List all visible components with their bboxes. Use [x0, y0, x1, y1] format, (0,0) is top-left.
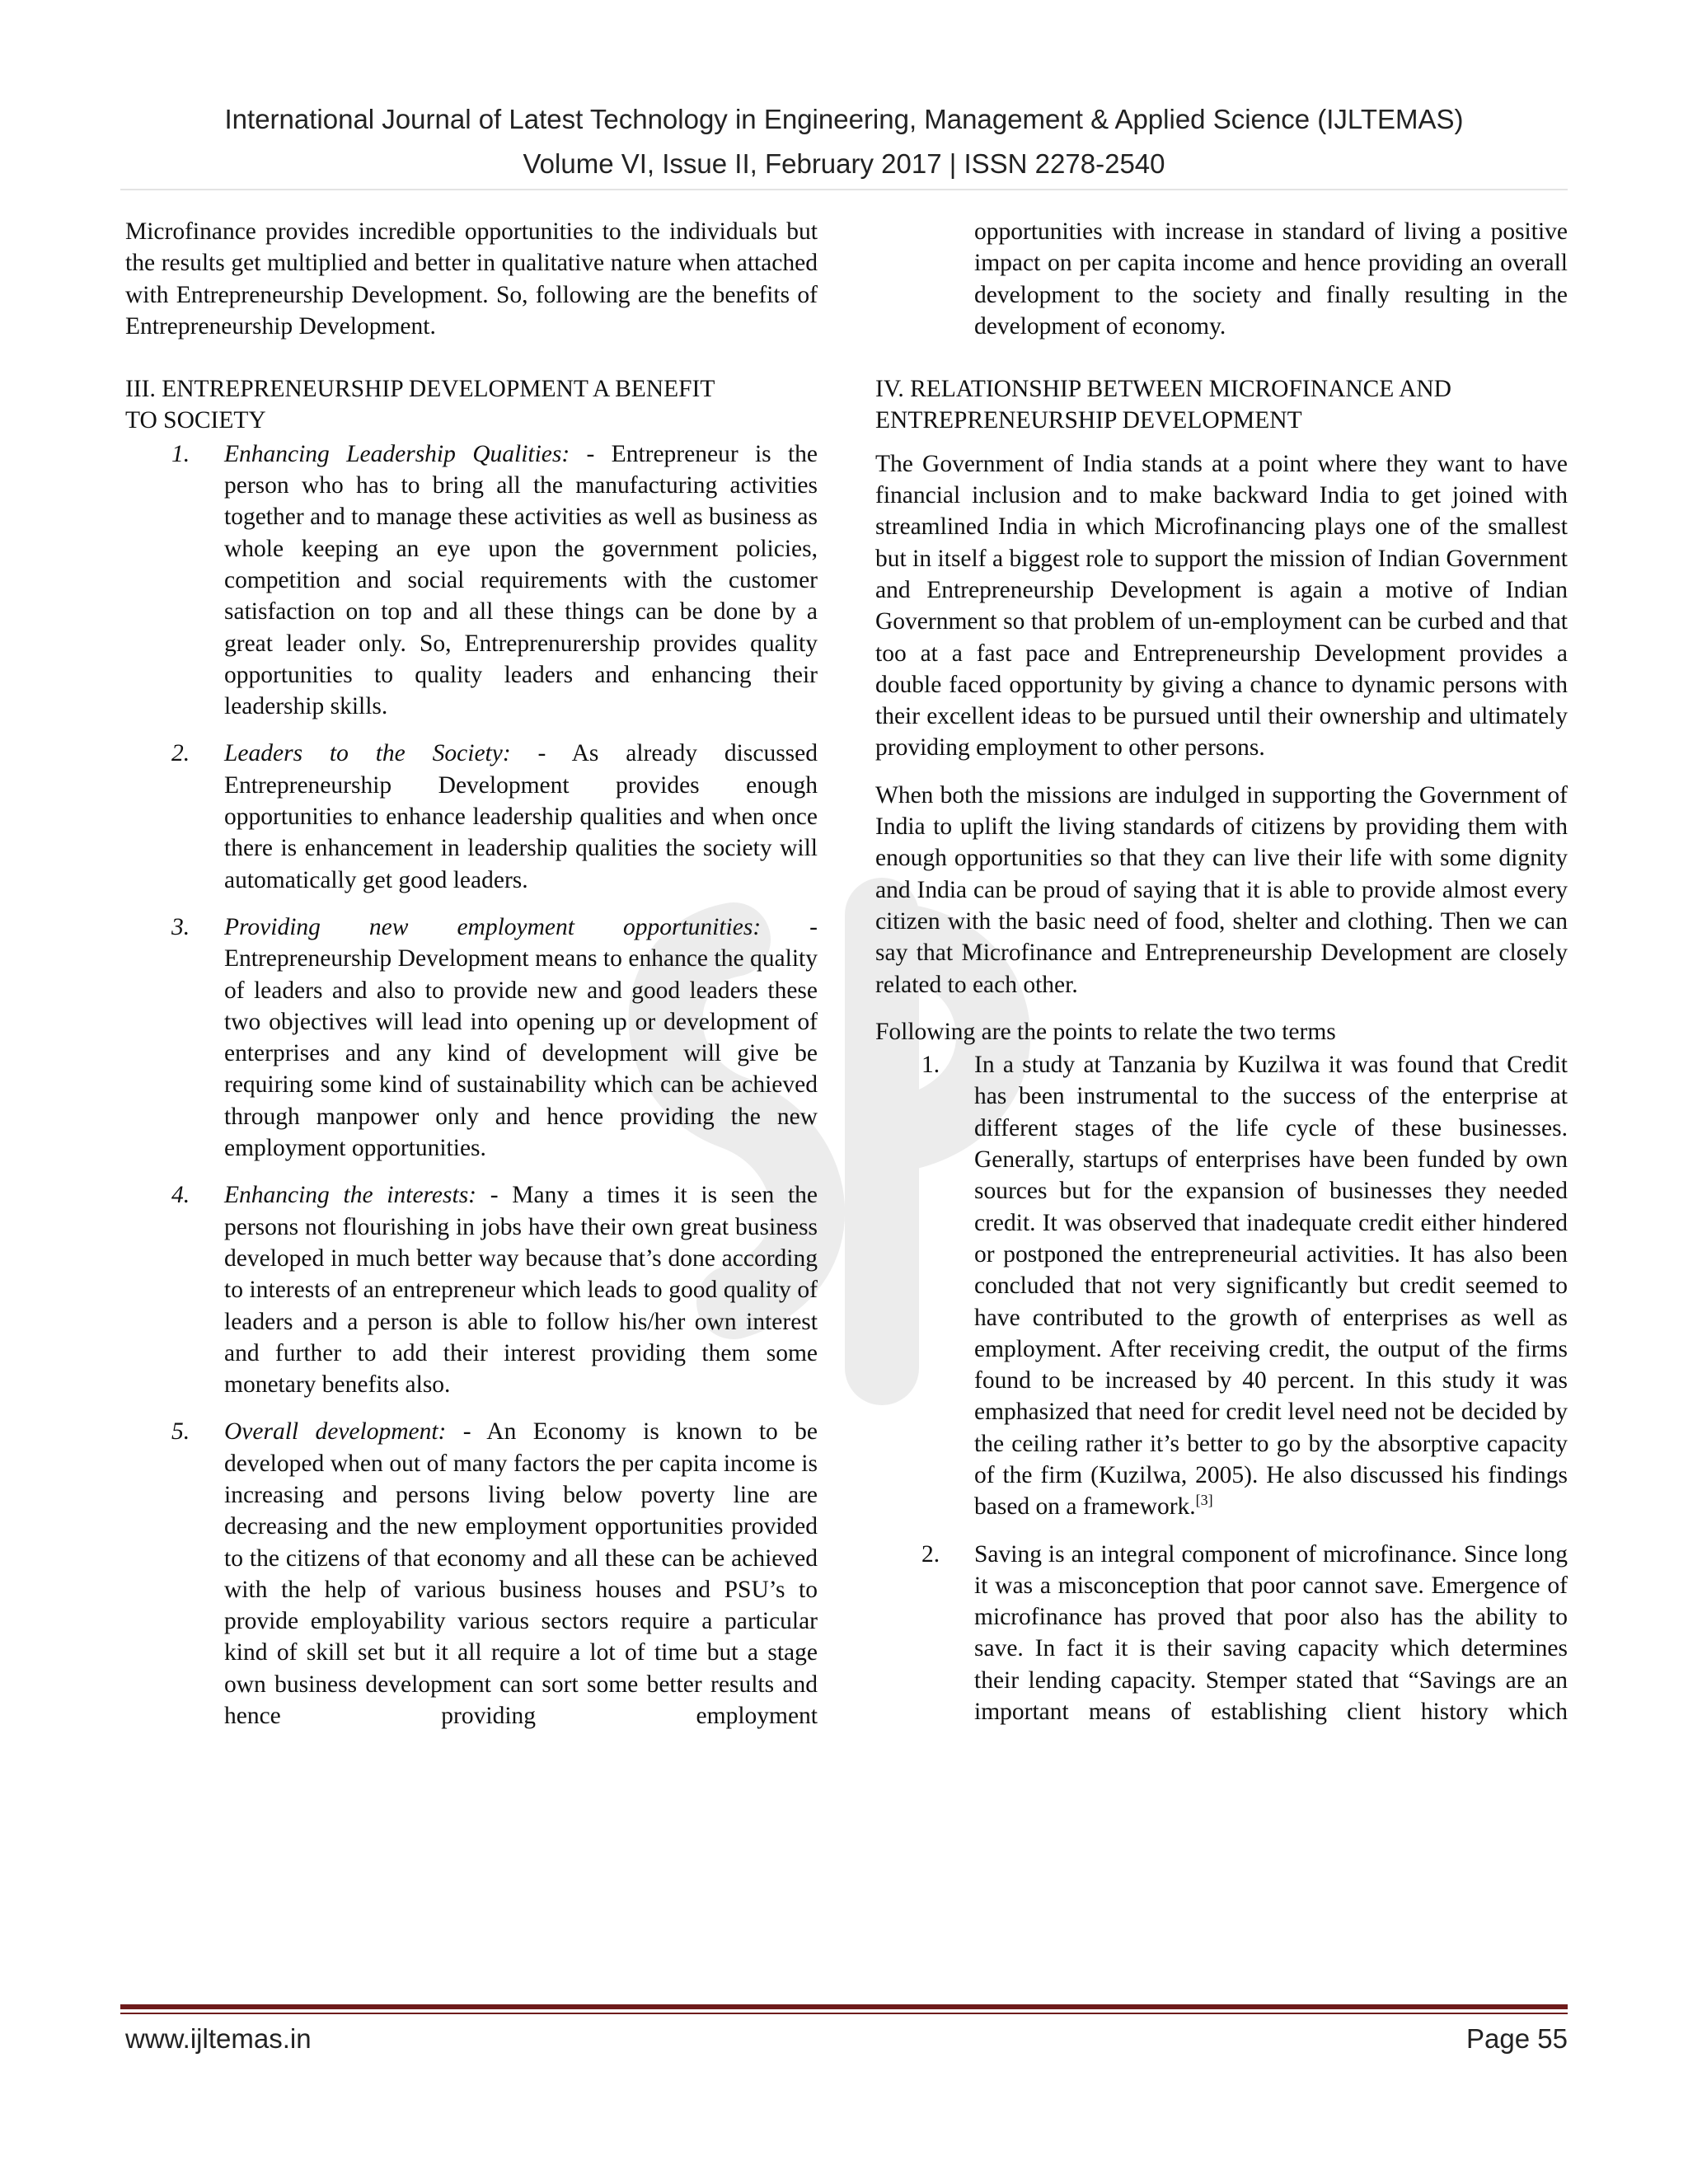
journal-title: International Journal of Latest Technology in Engineering, Management & Applied Science (IJLTEMAS) [224, 104, 1464, 134]
points-list [875, 1049, 1568, 1727]
list-item [125, 738, 818, 895]
list-item-lead: Providing new employment opportunities: [224, 913, 762, 940]
list-number: 2. [171, 740, 190, 767]
footer-url[interactable]: www.ijltemas.in [125, 2023, 312, 2054]
journal-volume-issn: Volume VI, Issue II, February 2017 | ISSN 2278-2540 [523, 148, 1165, 179]
list-item [125, 912, 818, 1164]
list-number: 3. [171, 913, 190, 940]
intro-paragraph: Microfinance provides incredible opportunities to the individuals but the results get multiplied and better in qualitative nature when attached with Entrepreneurship Development. So, following are the benefits of Entrepreneurship Development. [125, 218, 818, 340]
benefits-list [125, 438, 818, 1732]
section-heading-iv: IV. RELATIONSHIP BETWEEN MICROFINANCE AND ENTREPRENEURSHIP DEVELOPMENT [875, 376, 1451, 434]
list-number: 2. [921, 1540, 940, 1568]
body-paragraph: When both the missions are indulged in supporting the Government of India to uplift the living standards of citizens by providing them with enough opportunities so that they can live their life with some dignity and India can be proud of saying that it is able to provide almost every citizen with the basic need of food, shelter and clothing. Then we can say that Microfinance and Entrepreneurship Development are closely related to each other. [875, 781, 1568, 998]
list-item-text: - Entrepreneur is the person who has to bring all the manufacturing activities together and to manage these activities as well as business as whole keeping an eye upon the government policies, competition and social requirements with the customer satisfaction on top and all these things can be done by a great leader only. So, Entreprenurership provides quality opportunities to quality leaders and enhancing their leadership skills. [224, 440, 818, 720]
body-paragraph: The Government of India stands at a point where they want to have financial inclusion and to make backward India to get joined with streamlined India in which Microfinancing plays one of the smallest but in itself a biggest role to support the mission of Indian Government and Entrepreneurship Development is again a motive of Indian Government so that problem of un-employment can be curbed and that too at a fast pace and Entrepreneurship Development provides a double faced opportunity by giving a chance to dynamic persons with their excellent ideas to be pursued until their ownership and ultimately providing employment to other persons. [875, 450, 1568, 762]
list-item-lead: Enhancing the interests: [224, 1182, 476, 1209]
list-item-lead: Enhancing Leadership Qualities: [224, 440, 570, 467]
list-number: 1. [921, 1052, 940, 1079]
section-heading-iii: III. ENTREPRENEURSHIP DEVELOPMENT A BENEFIT TO SOCIETY [125, 376, 715, 434]
list-item-lead: Leaders to the Society: [224, 740, 511, 767]
list-number: 4. [171, 1182, 190, 1209]
header-divider [120, 189, 1568, 190]
citation-ref: [3] [1195, 1492, 1213, 1509]
page-footer [125, 2019, 1568, 2059]
footer-divider-thin [120, 2013, 1568, 2014]
list-item-text: In a study at Tanzania by Kuzilwa it was found that Credit has been instrumental to the success of the enterprise at different stages of the life cycle of these businesses. Generally, startups of enterprises have been funded by own sources but for the expansion of businesses they needed credit. It was observed that inadequate credit either hindered or postponed the entrepreneurial activities. It has also been concluded that not very significantly but credit seemed to have contributed to the growth of enterprises as well as employment. After receiving credit, the output of the firms found to be increased by 40 percent. In this study it was emphasized that need for credit level need not be decided by the ceiling rather it’s better to go by the absorptive capacity of the firm (Kuzilwa, 2005). He also discussed his findings based on a framework. [974, 1052, 1568, 1521]
list-item-text: Saving is an integral component of microfinance. Since long it was a misconception that poor cannot save. Emergence of microfinance has proved that poor also has the ability to save. In fact it is their saving capacity which determines their lending capacity. Stemper stated that “Savings are an important means of establishing client history which [974, 1540, 1568, 1726]
list-item [125, 1416, 818, 1732]
list-item [875, 1049, 1568, 1522]
list-item-lead: Overall development: [224, 1418, 447, 1446]
right-column [875, 216, 1568, 1727]
journal-header [0, 97, 1688, 186]
continued-paragraph: opportunities with increase in standard of living a positive impact on per capita income and hence providing an overall development to the society and finally resulting in the development of economy. [974, 218, 1568, 340]
list-item-text: - An Economy is known to be developed when out of many factors the per capita income is increasing and persons living below poverty line are decreasing and the new employment opportunities provided to the citizens of that economy and all these can be achieved with the help of various business houses and PSU’s to provide employability various sectors require a particular kind of skill set but it all require a lot of time but a stage own business development can sort some better results and hence providing employment [224, 1418, 818, 1730]
footer-divider-thick [120, 2004, 1568, 2009]
list-item [125, 438, 818, 723]
list-item [875, 1539, 1568, 1728]
list-number: 1. [171, 440, 190, 467]
body-paragraph: Following are the points to relate the two terms [875, 1018, 1336, 1045]
list-item [125, 1179, 818, 1400]
left-column [125, 216, 818, 1732]
list-item-text: - As already discussed Entrepreneurship Development provides enough opportunities to enhance leadership qualities and when once there is enhancement in leadership qualities the society will automatically get good leaders. [224, 740, 818, 893]
list-number: 5. [171, 1418, 190, 1446]
list-item-text: - Many a times it is seen the persons not flourishing in jobs have their own great business developed in much better way because that’s done according to interests of an entrepreneur which leads to good quality of leaders and a person is able to follow his/her own interest and further to add their interest providing them some monetary benefits also. [224, 1182, 818, 1399]
page-number: Page 55 [1466, 2023, 1568, 2054]
list-item-text: - Entrepreneurship Development means to enhance the quality of leaders and also to provide new and good leaders these two objectives will lead into opening up or development of enterprises and any kind of development will give be requiring some kind of sustainability which can be achieved through manpower only and hence providing the new employment opportunities. [224, 913, 818, 1162]
